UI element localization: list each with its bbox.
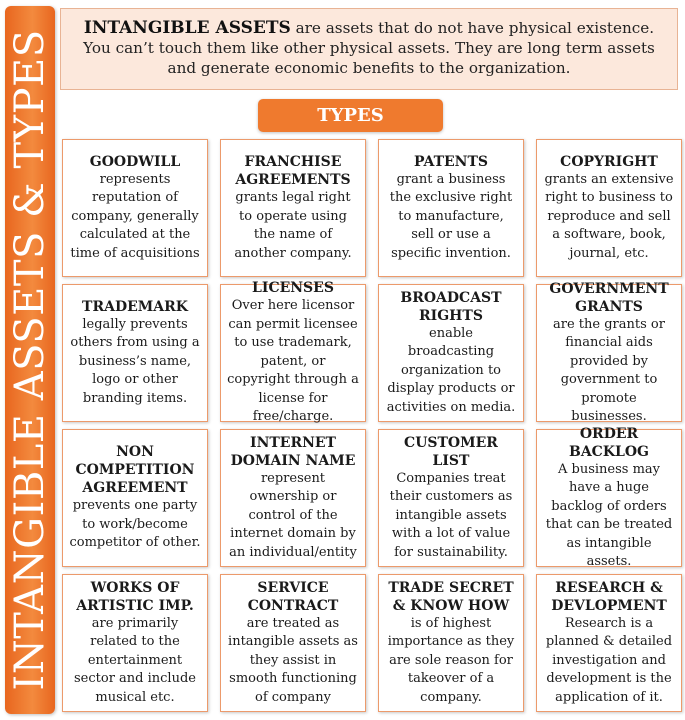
card-description: Companies treat their customers as intangible assets with a lot of value for sustainability. bbox=[389, 470, 513, 560]
card-title: FRANCHISE AGREEMENTS bbox=[235, 154, 351, 188]
type-card-goodwill bbox=[62, 139, 208, 277]
card-description: are primarily related to the entertainment sector and include musical etc. bbox=[74, 615, 196, 705]
type-card-trade-secret-know-how bbox=[378, 574, 524, 712]
type-card-order-backlog bbox=[536, 425, 682, 569]
card-description: represent ownership or control of the internet domain by an individual/entity bbox=[229, 470, 357, 560]
card-title: SERVICE CONTRACT bbox=[247, 579, 339, 614]
card-description: Over here licensor can permit licensee to use trademark, patent, or copyright through a license for free/charge. bbox=[227, 298, 359, 425]
type-card-licenses bbox=[220, 280, 366, 425]
card-title: TRADE SECRET & KNOW HOW bbox=[388, 579, 514, 614]
card-title: NON COMPETITION AGREEMENT bbox=[75, 444, 195, 497]
card-title: CUSTOMER LIST bbox=[404, 434, 498, 469]
type-card-internet-domain-name bbox=[220, 429, 366, 567]
card-description: are the grants or financial aids provided by government to promote businesses. bbox=[553, 316, 665, 424]
type-card-research-development bbox=[536, 574, 682, 712]
card-title: TRADEMARK bbox=[82, 298, 188, 315]
side-title-bar bbox=[5, 6, 55, 714]
card-title: WORKS OF ARTISTIC IMP. bbox=[76, 579, 194, 614]
card-description: enable broadcasting organization to display products or activities on media. bbox=[386, 325, 516, 415]
card-description: prevents one party to work/become competitor of other. bbox=[69, 498, 201, 551]
card-title: INTERNET DOMAIN NAME bbox=[230, 434, 356, 469]
card-description: are treated as intangible assets as they assist in smooth functioning of company bbox=[228, 615, 358, 705]
type-card-service-contract bbox=[220, 574, 366, 712]
type-card-government-grants bbox=[536, 280, 682, 424]
intro-text: are assets that do not have physical existence. You can’t touch them like other physical assets. They are long term assets and generate economic benefits to the organization. bbox=[83, 19, 655, 77]
type-card-trademark bbox=[62, 284, 208, 422]
card-title: PATENTS bbox=[413, 153, 489, 170]
intro-definition-box bbox=[60, 8, 678, 90]
intro-term: INTANGIBLE ASSETS bbox=[83, 18, 291, 38]
card-description: grant a business the exclusive right to manufacture, sell or use a specific invention. bbox=[389, 171, 513, 261]
card-title: RESEARCH & DEVLOPMENT bbox=[551, 579, 667, 614]
type-card-franchise-agreements bbox=[220, 139, 366, 277]
types-header: TYPES bbox=[258, 99, 443, 132]
card-description: grants an extensive right to business to reproduce and sell a software, book, journal, etc. bbox=[544, 171, 674, 261]
side-title: INTANGIBLE ASSETS & TYPES bbox=[7, 29, 53, 691]
card-title: GOODWILL bbox=[89, 153, 181, 170]
type-card-non-competition-agreement bbox=[62, 429, 208, 567]
type-card-broadcast-rights bbox=[378, 284, 524, 422]
card-title: GOVERNMENT GRANTS bbox=[549, 280, 669, 315]
card-title: COPYRIGHT bbox=[560, 153, 658, 170]
card-description: is of highest importance as they are sole reason for takeover of a company. bbox=[387, 615, 515, 705]
card-title: LICENSES bbox=[252, 280, 334, 297]
card-description: represents reputation of company, generally calculated at the time of acquisitions bbox=[70, 171, 200, 261]
type-card-copyright bbox=[536, 139, 682, 277]
type-card-works-of-artistic-imp bbox=[62, 574, 208, 712]
types-grid bbox=[62, 139, 682, 714]
type-card-patents bbox=[378, 139, 524, 277]
type-card-customer-list bbox=[378, 429, 524, 567]
card-title: BROADCAST RIGHTS bbox=[400, 289, 502, 324]
card-description: legally prevents others from using a business’s name, logo or other branding items. bbox=[70, 316, 200, 406]
card-description: grants legal right to operate using the name of another company. bbox=[234, 190, 352, 261]
card-description: A business may have a huge backlog of orders that can be treated as intangible assets. bbox=[545, 461, 673, 569]
card-title: ORDER BACKLOG bbox=[568, 425, 649, 460]
card-description: Research is a planned & detailed investigation and development is the application of it. bbox=[545, 615, 673, 705]
